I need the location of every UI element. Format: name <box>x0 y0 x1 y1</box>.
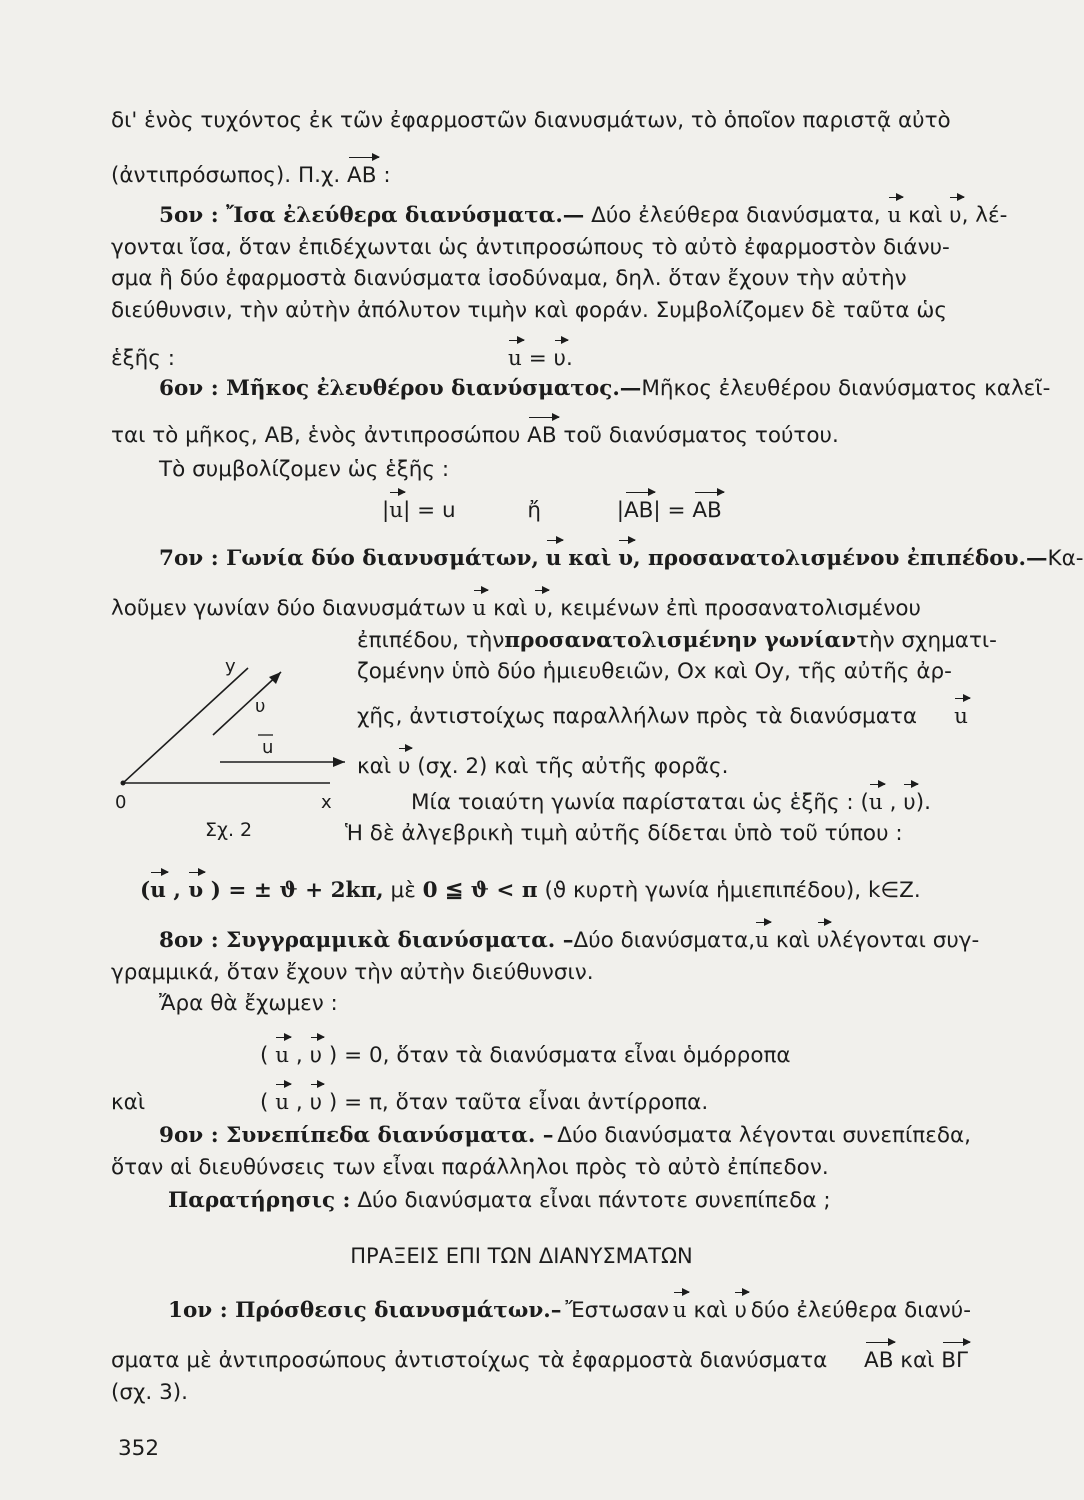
vector-v: υ <box>309 1090 323 1115</box>
text-line-17: καὶ υ (σχ. 2) καὶ τῆς αὐτῆς φορᾶς. <box>357 754 729 779</box>
section-5-heading: 5ον : Ἴσα ἐλεύθερα διανύσματα.— <box>159 203 585 228</box>
section-9-heading: 9ον : Συνεπίπεδα διανύσματα. – <box>159 1123 554 1148</box>
text-line-18: Μία τοιαύτη γωνία παρίσταται ὡς ἑξῆς : (u , υ). <box>411 790 931 815</box>
vector-bg: ΒΓ <box>941 1348 968 1373</box>
vector-u: u <box>545 546 562 571</box>
text-line-19: Ἡ δὲ ἀλγεβρικὴ τιμὴ αὐτῆς δίδεται ὑπὸ τοῦ τύπου : <box>345 821 903 846</box>
text-line-14: ἐπιπέδου, τὴν προσανατολισμένην γωνίαν τὴν σχηματι- <box>357 628 997 653</box>
text-line-32: (σχ. 3). <box>111 1380 189 1405</box>
vector-v: υ <box>534 596 547 621</box>
vector-v: υ <box>949 203 962 228</box>
vector-ab: ΑΒ <box>527 423 557 448</box>
vector-u: u <box>887 203 902 228</box>
section-7-line: 7ον : Γωνία δύο διανυσμάτων, u καὶ υ, προσανατολισμένου ἐπιπέδου.— Κα- <box>159 546 1084 571</box>
figure-2 <box>105 650 350 850</box>
equation-length: |u| = u ἤ |ΑΒ| = ΑΒ <box>382 498 722 523</box>
figure-caption: Σχ. 2 <box>205 819 253 841</box>
label-o: 0 <box>115 792 127 813</box>
text-line-6: διεύθυνσιν, τὴν αὐτὴν ἀπόλυτον τιμὴν καὶ φοράν. Συμβολίζομεν δὲ ταῦτα ὡς <box>111 298 947 323</box>
text-line-10: Τὸ συμβολίζομεν ὡς ἑξῆς : <box>159 457 450 482</box>
vector-v: υ <box>903 790 916 815</box>
vector-ab: ΑΒ <box>623 498 654 523</box>
vector-ab: ΑΒ <box>347 163 377 188</box>
text-line-7: ἑξῆς : <box>111 346 175 371</box>
vector-v: υ <box>816 928 830 953</box>
vector-u: u <box>389 498 404 523</box>
section-7-heading: 7ον : Γωνία δύο διανυσμάτων, <box>159 546 539 571</box>
page-number: 352 <box>118 1436 160 1461</box>
vector-u: u <box>868 790 883 815</box>
text-line-22: γραμμικά, ὅταν ἔχουν τὴν αὐτὴν διεύθυνσιν. <box>111 960 594 985</box>
label-y: y <box>225 656 236 677</box>
section-9-line: 9ον : Συνεπίπεδα διανύσματα. – Δύο διανύσματα λέγονται συνεπίπεδα, <box>159 1123 971 1148</box>
vector-u: u <box>150 878 166 903</box>
vector-v: υ <box>397 754 411 779</box>
text-line-15: ζομένην ὑπὸ δύο ἡμιευθειῶν, Οx καὶ Οy, τῆς αὐτῆς ἀρ- <box>357 659 952 684</box>
vector-v-arrow <box>213 672 281 735</box>
section-5-line: 5ον : Ἴσα ἐλεύθερα διανύσματα.— Δύο ἐλεύθερα διανύσματα, u καὶ υ, λέ- <box>159 203 1008 228</box>
vector-u: u <box>472 596 487 621</box>
note-line: Παρατήρησις : Δύο διανύσματα εἶναι πάντοτε συνεπίπεδα ; <box>168 1188 831 1213</box>
section-1-heading: 1ον : Πρόσθεσις διανυσμάτων.– <box>168 1298 562 1323</box>
vector-u: u <box>275 1043 290 1068</box>
section-6-line: 6ον : Μῆκος ἐλευθέρου διανύσματος.— Μῆκος ἐλευθέρου διανύσματος καλεῖ- <box>159 376 1051 401</box>
label-v: υ <box>255 696 266 717</box>
vector-v: υ <box>309 1043 323 1068</box>
origin-point <box>121 781 126 786</box>
equation-u-equals-v: u = υ. <box>508 346 573 371</box>
text-line-2: (ἀντιπρόσωπος). Π.χ. ΑΒ : <box>111 163 391 188</box>
note-heading: Παρατήρησις : <box>168 1188 351 1213</box>
vector-u: u <box>508 346 522 371</box>
section-8-heading: 8ον : Συγγραμμικὰ διανύσματα. – <box>159 928 574 953</box>
vector-u: u <box>954 704 968 729</box>
label-x: x <box>321 792 332 813</box>
text-line-16: χῆς, ἀντιστοίχως παραλλήλων πρὸς τὰ διανύσματα u <box>357 704 968 729</box>
text-kai: καὶ <box>111 1090 146 1115</box>
text-line-31: σματα μὲ ἀντιπροσώπους ἀντιστοίχως τὰ ἐφαρμοστὰ διανύσματα ΑΒ καὶ ΒΓ <box>111 1348 968 1373</box>
section-1-line: 1ον : Πρόσθεσις διανυσμάτων.– Ἔστωσαν u καὶ υ δύο ἐλεύθερα διανύ- <box>168 1298 971 1323</box>
vector-ab: ΑΒ <box>863 1348 894 1373</box>
section-8-line: 8ον : Συγγραμμικὰ διανύσματα. – Δύο διανύσματα, u καὶ υ λέγονται συγ- <box>159 928 980 953</box>
vector-u: u <box>755 928 769 953</box>
equation-opposite-direction: ( u , υ ) = π, ὅταν ταῦτα εἶναι ἀντίρροπα. <box>260 1090 709 1115</box>
label-u: u <box>262 737 274 758</box>
vector-u: u <box>275 1090 290 1115</box>
ray-oy <box>123 668 248 783</box>
vector-v: υ <box>734 1298 747 1323</box>
text-line-4: γονται ἴσα, ὅταν ἐπιδέχωνται ὡς ἀντιπροσώπους τὸ αὐτὸ ἐφαρμοστὸν διάνυ- <box>111 235 950 260</box>
equation-angle-value: (u , υ ) = ± ϑ + 2kπ, μὲ 0 ≦ ϑ < π (ϑ κυρτὴ γωνία ἡμιεπιπέδου), k∈Z. <box>140 878 921 903</box>
text-line-13: λοῦμεν γωνίαν δύο διανυσμάτων u καὶ υ, κειμένων ἐπὶ προσανατολισμένου <box>111 596 921 621</box>
section-title: ΠΡΑΞΕΙΣ ΕΠΙ ΤΩΝ ΔΙΑΝΥΣΜΑΤΩΝ <box>350 1244 693 1268</box>
text-line-27: ὅταν αἱ διευθύνσεις των εἶναι παράλληλοι πρὸς τὸ αὐτὸ ἐπίπεδον. <box>111 1155 829 1180</box>
vector-v: υ <box>618 546 634 571</box>
section-6-heading: 6ον : Μῆκος ἐλευθέρου διανύσματος.— <box>159 376 642 401</box>
text-line-1: δι' ἑνὸς τυχόντος ἐκ τῶν ἐφαρμοστῶν διανυσμάτων, τὸ ὁποῖον παριστᾷ αὐτὸ <box>111 108 951 133</box>
vector-v: υ <box>553 346 566 371</box>
text-line-5: σμα ἢ δύο ἐφαρμοστὰ διανύσματα ἰσοδύναμα, δηλ. ὅταν ἔχουν τὴν αὐτὴν <box>111 266 907 291</box>
vector-u-arrowhead <box>333 757 345 767</box>
vector-u: u <box>672 1298 687 1323</box>
text-line-9: ται τὸ μῆκος, ΑΒ, ἑνὸς ἀντιπροσώπου ΑΒ τοῦ διανύσματος τούτου. <box>111 423 839 448</box>
vector-ab: ΑΒ <box>692 498 722 523</box>
equation-same-direction: ( u , υ ) = 0, ὅταν τὰ διανύσματα εἶναι ὁμόρροπα <box>260 1043 791 1068</box>
text-line-23: Ἄρα θὰ ἔχωμεν : <box>159 991 338 1016</box>
vector-v: υ <box>188 878 204 903</box>
